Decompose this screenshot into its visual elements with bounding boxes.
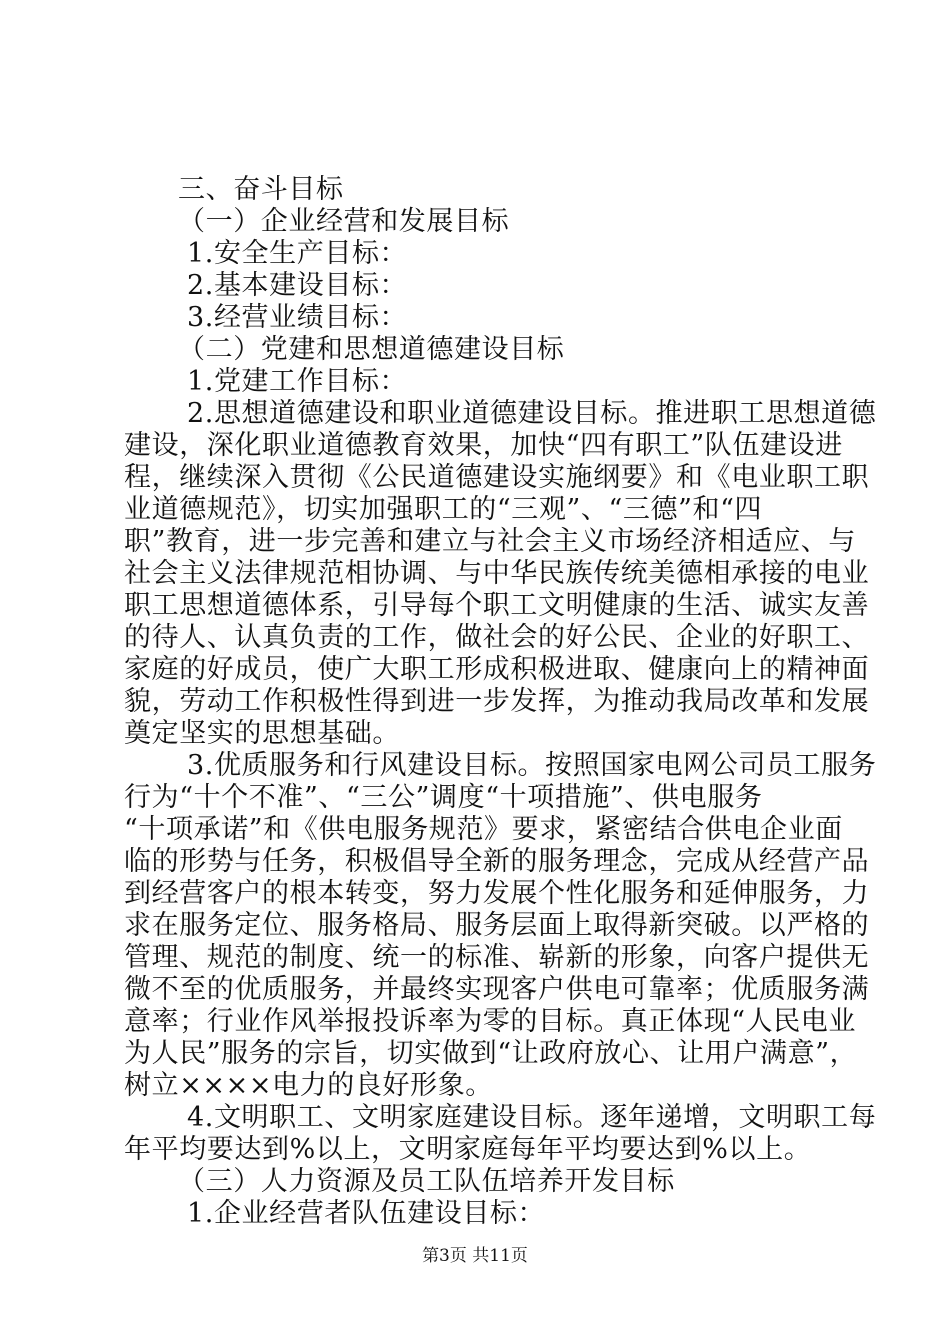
paragraph-line: 家庭的好成员，使广大职工形成积极进取、健康向上的精神面 bbox=[124, 654, 870, 685]
paragraph-line: 行为“十个不准”、“三公”调度“十项措施”、供电服务 bbox=[124, 782, 763, 813]
list-item: 1.企业经营者队伍建设目标： bbox=[187, 1198, 546, 1229]
list-item: 1.党建工作目标： bbox=[187, 366, 408, 397]
paragraph-line: “十项承诺”和《供电服务规范》要求，紧密结合供电企业面 bbox=[124, 814, 843, 845]
subsection-heading: （二）党建和思想道德建设目标 bbox=[178, 334, 565, 365]
list-item: 1.安全生产目标： bbox=[187, 238, 408, 269]
page-number-footer: 第3页 共11页 bbox=[422, 1246, 528, 1266]
paragraph-line: 2.思想道德建设和职业道德建设目标。推进职工思想道德 bbox=[187, 398, 877, 429]
paragraph-line: 管理、规范的制度、统一的标准、崭新的形象，向客户提供无 bbox=[124, 942, 870, 973]
paragraph-line: 为人民”服务的宗旨，切实做到“让政府放心、让用户满意”， bbox=[124, 1038, 858, 1069]
paragraph-line: 职工思想道德体系，引导每个职工文明健康的生活、诚实友善 bbox=[124, 590, 870, 621]
paragraph-line: 到经营客户的根本转变，努力发展个性化服务和延伸服务，力 bbox=[124, 878, 870, 909]
paragraph-line: 临的形势与任务，积极倡导全新的服务理念，完成从经营产品 bbox=[124, 846, 870, 877]
subsection-heading: （一）企业经营和发展目标 bbox=[178, 206, 510, 237]
paragraph-line: 业道德规范》，切实加强职工的“三观”、“三德”和“四 bbox=[124, 494, 763, 525]
paragraph-line: 奠定坚实的思想基础。 bbox=[124, 718, 400, 749]
paragraph-line: 意率；行业作风举报投诉率为零的目标。真正体现“人民电业 bbox=[124, 1006, 857, 1037]
paragraph-line: 求在服务定位、服务格局、服务层面上取得新突破。以严格的 bbox=[124, 910, 870, 941]
paragraph-line: 年平均要达到%以上，文明家庭每年平均要达到%以上。 bbox=[124, 1134, 812, 1165]
list-item: 3.经营业绩目标： bbox=[187, 302, 408, 333]
paragraph-line: 3.优质服务和行风建设目标。按照国家电网公司员工服务 bbox=[187, 750, 877, 781]
paragraph-line: 的待人、认真负责的工作，做社会的好公民、企业的好职工、 bbox=[124, 622, 870, 653]
paragraph-line: 建设，深化职业道德教育效果，加快“四有职工”队伍建设进 bbox=[124, 430, 843, 461]
section-heading: 三、奋斗目标 bbox=[178, 174, 344, 205]
paragraph-line: 职”教育，进一步完善和建立与社会主义市场经济相适应、与 bbox=[124, 526, 857, 557]
subsection-heading: （三）人力资源及员工队伍培养开发目标 bbox=[178, 1166, 675, 1197]
paragraph-line: 树立××××电力的良好形象。 bbox=[124, 1070, 493, 1101]
paragraph-line: 程，继续深入贯彻《公民道德建设实施纲要》和《电业职工职 bbox=[124, 462, 870, 493]
paragraph-line: 貌，劳动工作积极性得到进一步发挥，为推动我局改革和发展 bbox=[124, 686, 870, 717]
paragraph-line: 社会主义法律规范相协调、与中华民族传统美德相承接的电业 bbox=[124, 558, 870, 589]
paragraph-line: 微不至的优质服务，并最终实现客户供电可靠率；优质服务满 bbox=[124, 974, 870, 1005]
paragraph-line: 4.文明职工、文明家庭建设目标。逐年递增，文明职工每 bbox=[187, 1102, 877, 1133]
list-item: 2.基本建设目标： bbox=[187, 270, 408, 301]
